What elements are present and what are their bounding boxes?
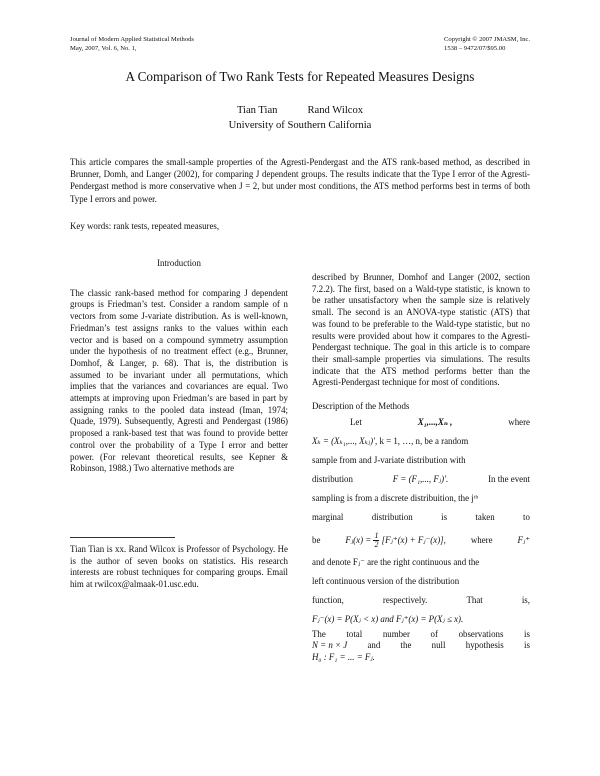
affiliation: University of Southern California xyxy=(228,120,372,131)
word: is xyxy=(524,628,530,639)
where-word-2: where xyxy=(470,534,493,545)
word: observations xyxy=(458,628,504,639)
word: marginal xyxy=(312,511,344,522)
word: total xyxy=(346,628,363,639)
null-hypothesis: H₀ : F₁ = ... = Fⱼ. xyxy=(312,652,375,663)
paper-title: A Comparison of Two Rank Tests for Repeated Measures Designs xyxy=(125,69,475,84)
word: and xyxy=(367,640,381,651)
right-paragraph: described by Brunner, Domhof and Langer (2002, section 7.2.2). The first, based on a Wald-type statistic, is known to be rather unsatisfactory when the sample size is relatively small. The second is an ANOVA-type statistic (ATS) that was found to be preferable to the Wald-type statistic, but no results were provided about how it compares to the Agresti-Pendergast technique. The goal in this article is to compare their small-sample properties via simulations. The results indicate that the ATS method performs better than the Agresti-Pendergast technique for most of conditions. xyxy=(312,272,530,388)
distribution-word: distribution xyxy=(312,473,353,484)
word: is, xyxy=(521,594,530,605)
author-block xyxy=(0,103,600,133)
journal-issue: May, 2007, Vol. 6, No. 1, xyxy=(70,44,137,52)
word: distribution xyxy=(371,511,413,522)
methods-line-7 xyxy=(312,527,530,553)
fraction-denominator: 2 xyxy=(374,540,379,550)
let-word: Let xyxy=(350,416,362,427)
word: is xyxy=(441,511,448,522)
methods-line-8: and denote Fⱼ⁻ are the right continuous and the xyxy=(312,556,480,567)
methods-line-1 xyxy=(312,413,530,432)
event-phrase: In the event xyxy=(488,473,530,484)
methods-line-2 xyxy=(312,432,530,451)
half-fraction xyxy=(373,532,379,549)
vector-definition: Xₖ = (Xₖ₁,..., Xₖⱼ)′, xyxy=(312,435,378,446)
formula-left: Fⱼ(x) = xyxy=(345,534,372,545)
be-word: be xyxy=(312,534,321,545)
intro-paragraph: The classic rank-based method for comparing J dependent groups is Friedman’s test. Consider a random sample of n vectors from some J-variate distribution. As is well-known, Friedman’s test assigns ranks to the values within each vector and is based on a compound symmetry assumption under the hypothesis of no treatment effect (e.g., Brunner, Domhof, & Langer, p. 68). That is, the distribution is assumed to be invariant under all permutations, which implies that the variances and covariances are equal. Two attempts at improving upon Friedman’s are based in part by assigning ranks to the pooled data instead (Iman, 1974; Quade, 1979). Subsequently, Agresti and Pendergast (1986) proposed a rank-based test that was found to provide better control over the probability of a Type I error and better power. (For relevant theoretical results, see Kepner & Robinson, 1988.) Two alternative methods are xyxy=(70,287,288,474)
methods-line-3: sample from and J-variate distribution with xyxy=(312,454,466,465)
keywords: Key words: rank tests, repeated measures, xyxy=(70,221,220,231)
methods-line-11: Fⱼ⁻(x) = P(Xⱼ < x) and Fⱼ⁺(x) = P(Xⱼ ≤ x). xyxy=(312,613,464,624)
methods-line-9: left continuous version of the distribution xyxy=(312,575,460,586)
copyright-line: Copyright © 2007 JMASM, Inc. xyxy=(444,36,530,43)
vector-list: X₁,...,Xₙ , xyxy=(417,416,453,427)
f-plus-symbol: Fⱼ⁺ xyxy=(517,534,530,545)
methods-heading: Description of the Methods xyxy=(312,401,410,412)
methods-line-5: sampling is from a discrete distribuition, the jᵗʰ xyxy=(312,492,479,503)
journal-name: Journal of Modern Applied Statistical Methods xyxy=(70,36,194,43)
word: to xyxy=(523,511,530,522)
word: is xyxy=(524,640,530,651)
left-column xyxy=(70,258,288,475)
index-range: k = 1, …, n, be a random xyxy=(379,435,469,446)
word: respectively. xyxy=(382,594,428,605)
journal-header xyxy=(70,36,194,53)
fraction-numerator: 1 xyxy=(374,531,379,541)
author-1: Tian Tian xyxy=(236,105,278,116)
methods-line-13 xyxy=(312,640,530,652)
word: The xyxy=(312,628,326,639)
word: of xyxy=(430,628,438,639)
word: hypothesis xyxy=(465,640,504,651)
marginal-formula xyxy=(345,527,445,553)
methods-line-10 xyxy=(312,591,530,610)
footnote-rule xyxy=(70,537,175,538)
methods-line-4 xyxy=(312,470,530,489)
copyright-header xyxy=(444,36,530,53)
intro-heading: Introduction xyxy=(157,258,201,268)
methods-line-12 xyxy=(312,629,530,641)
right-column xyxy=(312,272,530,664)
abstract: This article compares the small-sample properties of the Agresti-Pendergast and the ATS rank-based method, as described in Brunner, Domh, and Langer (2002), for comparing J dependent groups. The results indicate that the Type I error of the Agresti-Pendergast method is more conservative when J = 2, but under most conditions, the ATS method performs best in terms of both Type I errors and power. xyxy=(70,157,530,204)
word: number xyxy=(382,628,410,639)
author-footnote: Tian Tian is xx. Rand Wilcox is Professor of Psychology. He is the author of seven books on statistics. His research interests are robust techniques for comparing groups. Email him at rwilcox@almaak-01.usc.edu. xyxy=(70,544,288,590)
issn-line: 1538 – 9472/07/$95.00 xyxy=(444,44,506,52)
total-n-formula: N = n × J xyxy=(312,640,348,651)
word: That xyxy=(466,594,483,605)
distribution-vector: F = (F₁,..., Fⱼ)′. xyxy=(392,473,449,484)
word: null xyxy=(431,640,446,651)
where-word: where xyxy=(508,416,530,427)
formula-right: [Fⱼ⁺(x) + Fⱼ⁻(x)], xyxy=(381,534,446,545)
word: taken xyxy=(475,511,495,522)
word: function, xyxy=(312,594,344,605)
word: the xyxy=(400,640,412,651)
methods-line-6 xyxy=(312,508,530,527)
author-2: Rand Wilcox xyxy=(307,105,364,116)
